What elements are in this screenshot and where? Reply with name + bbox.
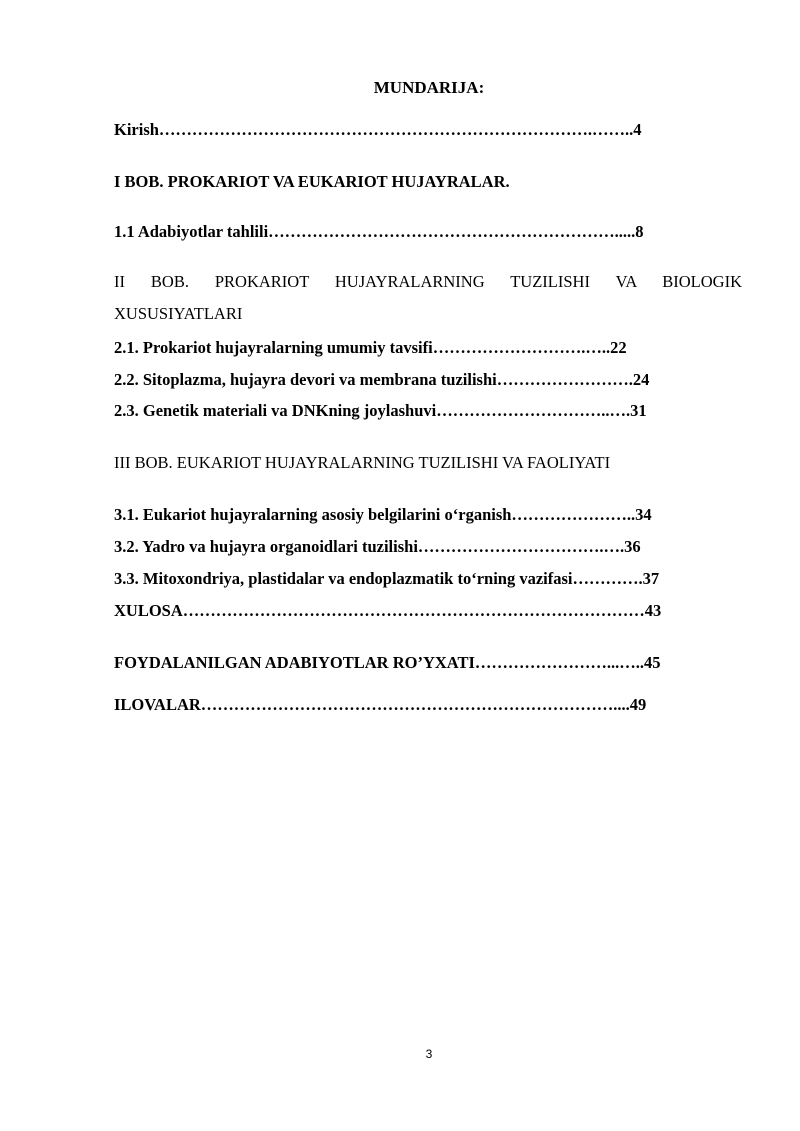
toc-entry-2-2: 2.2. Sitoplazma, hujayra devori va membrana tuzilishi…………………….24: [114, 370, 650, 389]
toc-entry-3-2: 3.2. Yadro va hujayra organoidlari tuzilishi…………………………….….36: [114, 537, 641, 556]
toc-entry-3-1: 3.1. Eukariot hujayralarning asosiy belgilarini o‘rganish…………………..34: [114, 505, 652, 524]
page-title: MUNDARIJA:: [373, 78, 485, 97]
toc-entry-3-3: 3.3. Mitoxondriya, plastidalar va endoplazmatik to‘rning vazifasi………….37: [114, 569, 660, 588]
toc-entry-xulosa: XULOSA…………………………………………………………………………43: [114, 601, 662, 620]
toc-entry-kirish: Kirish…………………………………………………………………….……..4: [114, 120, 642, 139]
toc-chapter-3-heading: III BOB. EUKARIOT HUJAYRALARNING TUZILISHI VA FAOLIYATI: [114, 453, 611, 472]
toc-entry-1-1: 1.1 Adabiyotlar tahlili……………………………………………………….....8: [114, 222, 644, 241]
toc-entry-ilovalar: ILOVALAR…………………………………………………………………....49: [114, 695, 647, 714]
toc-entry-adabiyotlar: FOYDALANILGAN ADABIYOTLAR RO’YXATI……………………...…..45: [114, 653, 661, 672]
toc-chapter-1-heading: I BOB. PROKARIOT VA EUKARIOT HUJAYRALAR.: [114, 172, 510, 191]
toc-chapter-2-heading: II BOB. PROKARIOT HUJAYRALARNING TUZILISHI VA BIOLOGIK XUSUSIYATLARI: [114, 272, 742, 323]
toc-entry-2-3: 2.3. Genetik materiali va DNKning joylashuvi…………………………..….31: [114, 401, 647, 420]
page-number: 3: [425, 1047, 433, 1061]
toc-entry-2-1: 2.1. Prokariot hujayralarning umumiy tavsifi……………………….…..22: [114, 338, 627, 357]
